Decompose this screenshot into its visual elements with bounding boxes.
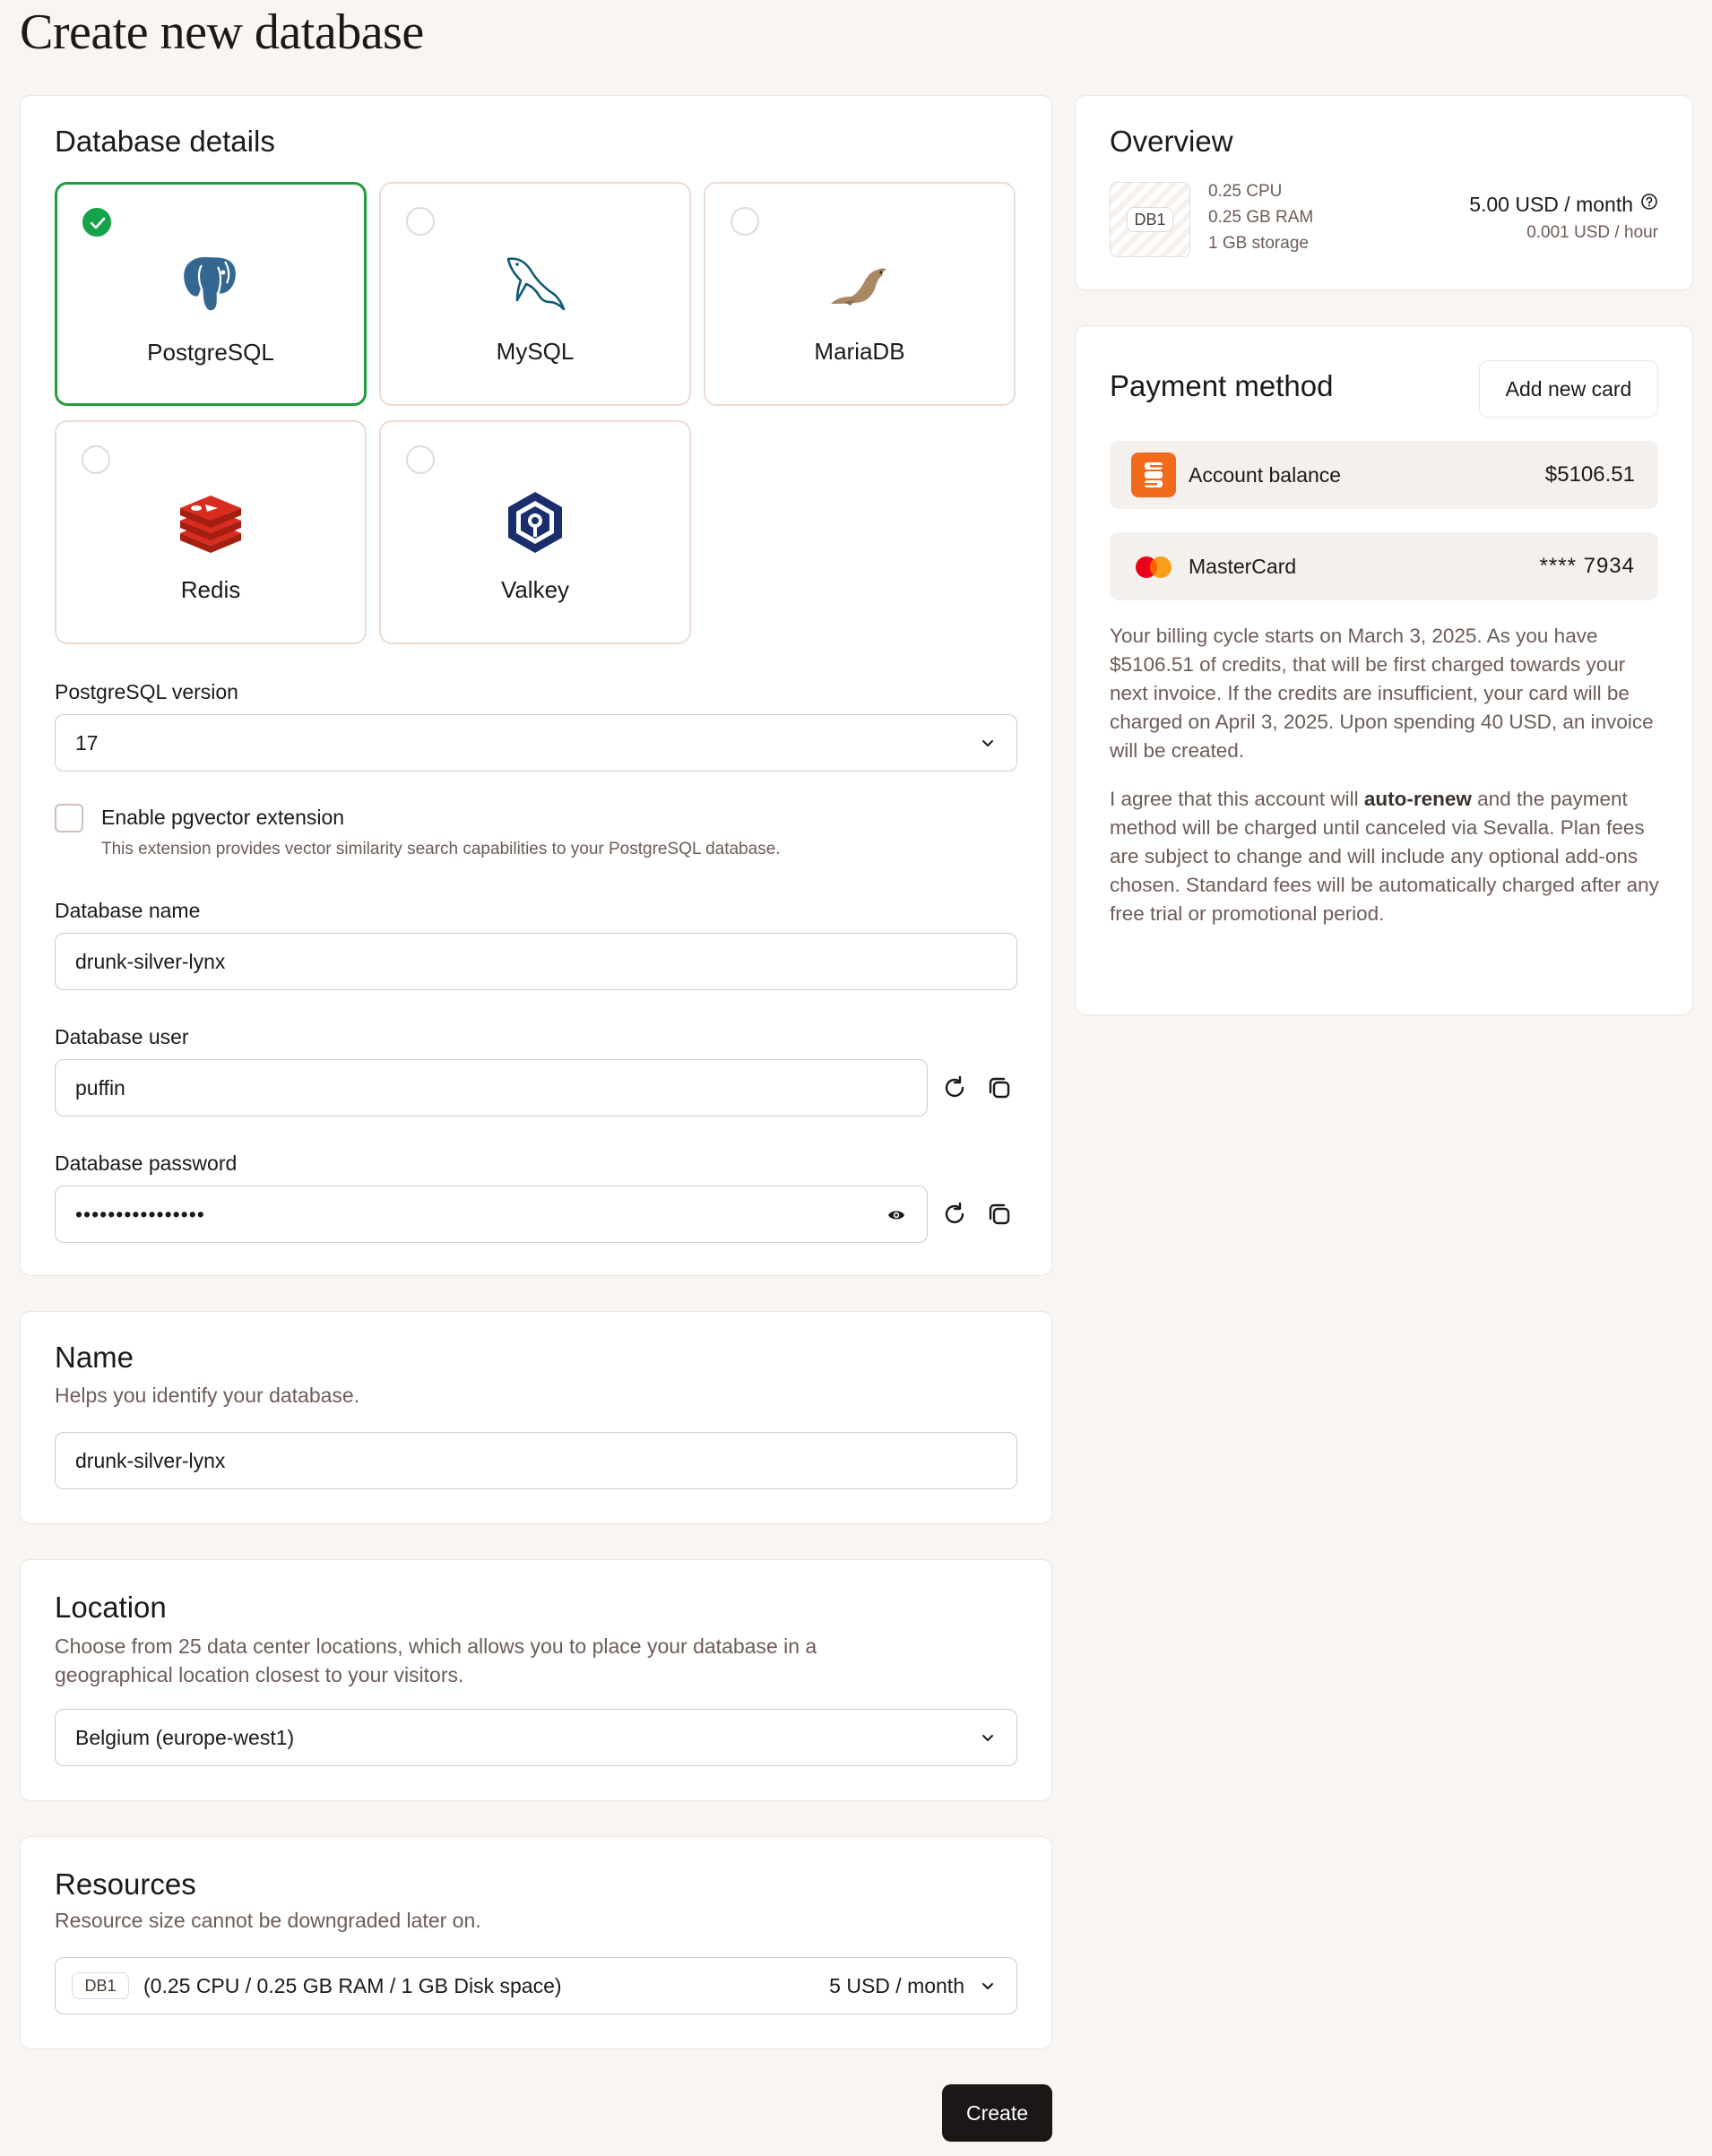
resource-spec: (0.25 CPU / 0.25 GB RAM / 1 GB Disk space) <box>143 1973 562 1997</box>
payment-title: Payment method <box>1110 369 1334 402</box>
database-password-label: Database password <box>55 1151 238 1175</box>
check-icon <box>82 208 111 237</box>
pgvector-checkbox[interactable] <box>55 804 83 832</box>
account-balance-value: $5106.51 <box>1544 462 1635 487</box>
copy-icon[interactable] <box>983 1072 1016 1104</box>
mysql-icon <box>499 248 571 320</box>
resources-select[interactable] <box>55 1957 1017 2014</box>
postgresql-icon <box>175 249 246 321</box>
database-user-input[interactable] <box>55 1059 928 1117</box>
page-title: Create new database <box>20 4 424 60</box>
resource-badge: DB1 <box>72 1972 129 1999</box>
pgvector-help-text: This extension provides vector similarity search capabilities to your PostgreSQL database. <box>101 840 781 858</box>
overview-ram: 0.25 GB RAM <box>1208 208 1314 227</box>
overview-storage: 1 GB storage <box>1208 234 1309 253</box>
redis-icon <box>175 487 246 558</box>
db-option-mariadb[interactable] <box>704 182 1016 406</box>
overview-cpu: 0.25 CPU <box>1208 182 1283 201</box>
refresh-icon[interactable] <box>938 1072 971 1104</box>
database-user-value: puffin <box>75 1075 125 1100</box>
db-option-label: Redis <box>180 576 241 603</box>
database-details-card <box>20 95 1052 1276</box>
postgresql-version-value: 17 <box>75 730 99 755</box>
db-option-label: MySQL <box>496 338 575 365</box>
auto-renew-agreement: I agree that this account will auto-renew and the payment method will be charged until canceled via Sevalla. Plan fees are subject to change and will include any optional add-ons chosen. Standard fees will be automatically charged after any free trial or promotional period. <box>1110 788 1659 925</box>
database-name-label: Database name <box>55 899 201 922</box>
account-balance-label: Account balance <box>1189 463 1342 487</box>
billing-info-text: Your billing cycle starts on March 3, 2025. As you have $5106.51 of credits, that will be first charged towards your next invoice. If the credits are insufficient, your card will be charged on April 3, 2025. Upon spending 40 USD, an invoice will be created. <box>1110 625 1654 762</box>
overview-title: Overview <box>1110 125 1233 158</box>
create-button[interactable]: Create <box>942 2084 1052 2142</box>
valkey-icon <box>499 487 571 558</box>
database-name-input[interactable] <box>55 933 1017 990</box>
help-icon[interactable] <box>1640 193 1658 211</box>
postgresql-version-label: PostgreSQL version <box>55 680 238 703</box>
mastercard-icon <box>1133 556 1174 579</box>
radio-button[interactable] <box>731 207 759 236</box>
location-select[interactable] <box>55 1709 1017 1766</box>
location-title: Location <box>55 1591 167 1624</box>
refresh-icon[interactable] <box>938 1198 971 1230</box>
database-password-input[interactable] <box>55 1186 928 1243</box>
name-title: Name <box>55 1341 134 1374</box>
mastercard-option[interactable] <box>1110 532 1658 600</box>
mastercard-number: **** 7934 <box>1539 554 1635 578</box>
location-card <box>20 1559 1052 1801</box>
account-balance-option[interactable] <box>1110 441 1658 509</box>
name-subtitle: Helps you identify your database. <box>55 1384 360 1407</box>
resources-card <box>20 1836 1052 2049</box>
chevron-down-icon <box>981 1730 995 1745</box>
overview-card <box>1075 95 1693 290</box>
db-option-label: MariaDB <box>814 338 905 365</box>
db-option-valkey[interactable] <box>379 420 691 644</box>
mastercard-label: MasterCard <box>1189 555 1297 578</box>
db-option-postgresql[interactable] <box>55 182 367 406</box>
db-option-label: PostgreSQL <box>147 339 274 366</box>
resources-subtitle: Resource size cannot be downgraded later on. <box>55 1909 481 1932</box>
location-value: Belgium (europe-west1) <box>75 1725 295 1749</box>
database-name-value: drunk-silver-lynx <box>75 949 226 973</box>
overview-price-hour: 0.001 USD / hour <box>1526 223 1658 242</box>
resources-title: Resources <box>55 1867 196 1901</box>
database-user-label: Database user <box>55 1025 189 1048</box>
location-subtitle: Choose from 25 data center locations, which allows you to place your database in a geographical location closest to your visitors. <box>55 1634 817 1686</box>
database-password-value: •••••••••••••••• <box>75 1202 205 1226</box>
name-card <box>20 1311 1052 1524</box>
display-name-input[interactable] <box>55 1432 1017 1489</box>
db-option-mysql[interactable] <box>379 182 691 406</box>
sevalla-icon <box>1131 453 1176 497</box>
mariadb-icon <box>824 248 895 320</box>
copy-icon[interactable] <box>983 1198 1016 1230</box>
pgvector-label: Enable pgvector extension <box>101 806 345 829</box>
overview-badge-box <box>1110 182 1190 257</box>
overview-badge: DB1 <box>1127 207 1173 232</box>
payment-card <box>1075 325 1693 1015</box>
chevron-down-icon <box>981 1979 995 1993</box>
add-new-card-button[interactable]: Add new card <box>1479 360 1658 418</box>
overview-price-month: 5.00 USD / month <box>1469 193 1633 216</box>
display-name-value: drunk-silver-lynx <box>75 1448 226 1472</box>
eye-icon[interactable] <box>887 1207 905 1223</box>
radio-button[interactable] <box>406 207 435 236</box>
database-details-title: Database details <box>55 125 275 158</box>
radio-button[interactable] <box>406 445 435 474</box>
radio-button[interactable] <box>82 445 110 474</box>
postgresql-version-select[interactable] <box>55 714 1017 772</box>
db-option-redis[interactable] <box>55 420 367 644</box>
resource-price: 5 USD / month <box>829 1974 964 1997</box>
db-option-label: Valkey <box>500 576 570 603</box>
chevron-down-icon <box>981 736 995 750</box>
